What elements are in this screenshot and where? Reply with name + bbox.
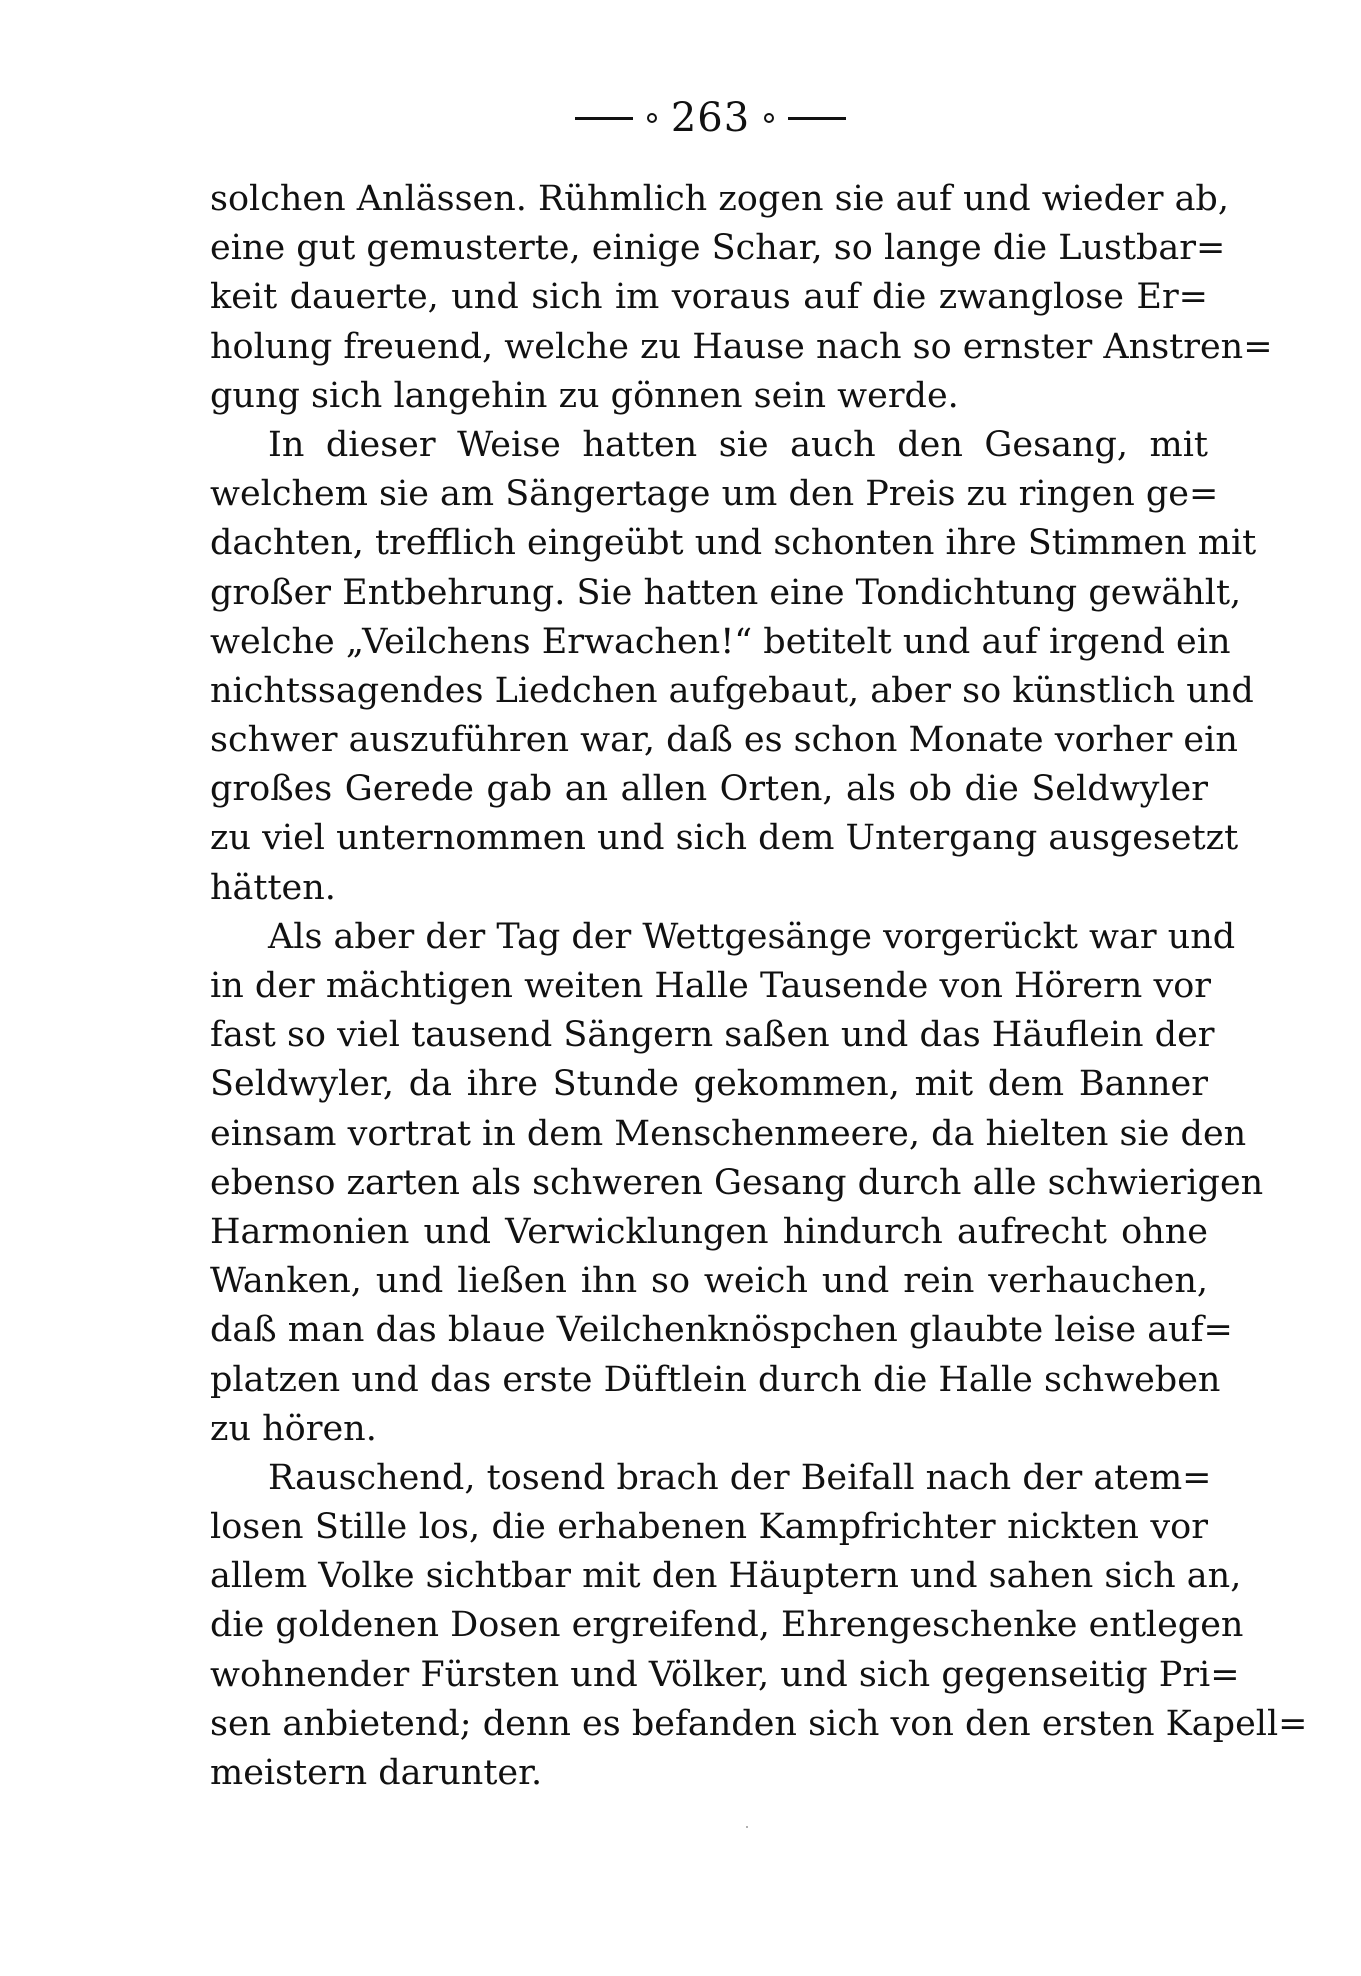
text-line: meistern darunter. <box>210 1753 543 1793</box>
page-header <box>0 95 1361 158</box>
paper-speck <box>746 1826 748 1828</box>
text-line: holung freuend, welche zu Hause nach so ernster Anstren= <box>210 326 1273 367</box>
ornament-circle-right <box>764 113 774 123</box>
text-line: zu hören. <box>210 1408 377 1449</box>
paragraph-start-line: Rauschend, tosend brach der Beifall nach der atem= <box>268 1457 1212 1498</box>
text-line: großes Gerede gab an allen Orten, als ob die Seldwyler <box>210 769 1208 810</box>
text-line: losen Stille los, die erhabenen Kampfrichter nickten vor <box>210 1507 1208 1548</box>
body-text <box>210 175 1308 1798</box>
page-number: 263 <box>670 95 751 141</box>
text-line: daß man das blaue Veilchenknöspchen glaubte leise auf= <box>210 1310 1233 1351</box>
text-line: allem Volke sichtbar mit den Häuptern und sahen sich an, <box>210 1556 1242 1597</box>
text-line: hätten. <box>210 867 336 908</box>
text-line: wohnender Fürsten und Völker, und sich gegenseitig Pri= <box>210 1654 1240 1695</box>
text-line: zu viel unternommen und sich dem Untergang ausgesetzt <box>210 818 1239 859</box>
text-line: fast so viel tausend Sängern saßen und das Häuflein der <box>210 1015 1215 1056</box>
text-line: die goldenen Dosen ergreifend, Ehrengeschenke entlegen <box>210 1605 1244 1646</box>
text-line: Wanken, und ließen ihn so weich und rein verhauchen, <box>210 1261 1208 1302</box>
page-number-ornament <box>575 95 846 141</box>
text-line: Harmonien und Verwicklungen hindurch aufrecht ohne <box>210 1211 1208 1252</box>
text-line: großer Entbehrung. Sie hatten eine Tondichtung gewählt, <box>210 572 1242 613</box>
text-line: einsam vortrat in dem Menschenmeere, da hielten sie den <box>210 1113 1247 1154</box>
text-line: dachten, trefflich eingeübt und schonten ihre Stimmen mit <box>210 523 1257 564</box>
paragraph-start-line: In dieser Weise hatten sie auch den Gesang, mit <box>268 424 1208 465</box>
text-line: eine gut gemusterte, einige Schar, so lange die Lustbar= <box>210 228 1226 269</box>
text-line: solchen Anlässen. Rühmlich zogen sie auf und wieder ab, <box>210 179 1229 219</box>
text-line: schwer auszuführen war, daß es schon Monate vorher ein <box>210 720 1238 761</box>
text-line: platzen und das erste Düftlein durch die Halle schweben <box>210 1359 1221 1400</box>
text-line: gung sich langehin zu gönnen sein werde. <box>210 375 959 416</box>
ornament-line-left <box>575 117 633 120</box>
text-line: sen anbietend; denn es befanden sich von den ersten Kapell= <box>210 1703 1308 1744</box>
ornament-circle-left <box>647 113 657 123</box>
text-line: in der mächtigen weiten Halle Tausende von Hörern vor <box>210 966 1212 1006</box>
text-line: welchem sie am Sängertage um den Preis zu ringen ge= <box>210 474 1219 515</box>
text-line: keit dauerte, und sich im voraus auf die zwanglose Er= <box>210 277 1208 318</box>
text-line: nichtssagendes Liedchen aufgebaut, aber so künstlich und <box>210 670 1254 711</box>
paragraph-start-line: Als aber der Tag der Wettgesänge vorgerückt war und <box>268 916 1236 957</box>
text-line: welche „Veilchens Erwachen!“ betitelt und auf irgend ein <box>210 621 1231 662</box>
text-line: Seldwyler, da ihre Stunde gekommen, mit dem Banner <box>210 1064 1208 1105</box>
text-line: ebenso zarten als schweren Gesang durch alle schwierigen <box>210 1162 1264 1203</box>
ornament-line-right <box>788 117 846 120</box>
